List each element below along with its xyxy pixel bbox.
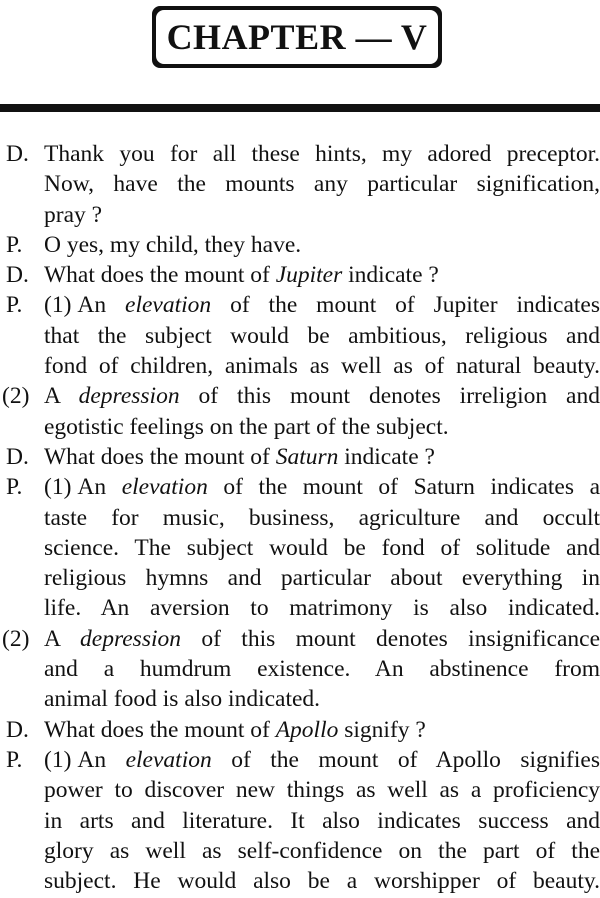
speaker-label: P. (6, 292, 23, 319)
text-segment: An (77, 746, 126, 773)
emphasis-term: depression (78, 383, 180, 410)
question-line (44, 715, 600, 745)
text-segment: What does the mount of (44, 262, 276, 289)
text-line: pray ? (44, 201, 103, 228)
emphasis-term: elevation (125, 292, 212, 319)
text-line (44, 381, 600, 411)
speaker-label: D. (6, 716, 29, 743)
text-segment: What does the mount of (44, 443, 276, 470)
text-segment: A (44, 383, 79, 410)
emphasis-term: depression (80, 625, 182, 652)
dialogue-entry-disciple (0, 715, 600, 745)
text-line: taste for music, business, agriculture and occult (44, 504, 600, 531)
mount-name: Saturn (275, 443, 339, 470)
text-segment: of the mount of Jupiter indicates (211, 292, 600, 319)
text-line: religious hymns and particular about everything in (44, 565, 600, 592)
speaker-label: P. (6, 474, 23, 501)
text-segment: An (77, 292, 126, 319)
speaker-label: P. (6, 231, 23, 258)
dialogue-entry-preceptor (0, 290, 600, 381)
text-line: and a humdrum existence. An abstinence from (44, 656, 600, 683)
dialogue-body (0, 139, 600, 896)
emphasis-term: elevation (121, 474, 208, 501)
item-number: (1) (44, 474, 72, 501)
text-segment: An (77, 474, 122, 501)
speaker-label: P. (6, 746, 23, 773)
text-line: science. The subject would be fond of solitude and (44, 534, 600, 561)
text-line: Now, have the mounts any particular signification, (44, 171, 600, 198)
text-line (44, 745, 600, 775)
item-number: (1) (44, 746, 72, 773)
item-number: (2) (2, 625, 30, 652)
dialogue-entry-preceptor (0, 472, 600, 623)
text-line: power to discover new things as well as a proficiency (44, 777, 600, 804)
item-number: (1) (44, 292, 72, 319)
dialogue-entry-disciple (0, 442, 600, 472)
text-line: egotistic feelings on the part of the subject. (44, 413, 449, 440)
emphasis-term: elevation (125, 746, 212, 773)
chapter-title: CHAPTER — V (166, 17, 428, 57)
dialogue-entry-preceptor (0, 745, 600, 896)
speaker-label: D. (6, 262, 29, 289)
dialogue-entry-disciple (0, 260, 600, 290)
dialogue-entry-preceptor (0, 230, 600, 260)
text-segment: of the mount of Saturn indicates a (207, 474, 600, 501)
speaker-label: D. (6, 141, 29, 167)
text-line: Thank you for all these hints, my adored preceptor. (44, 141, 600, 167)
chapter-heading-box (152, 6, 442, 68)
dialogue-entry-disciple (0, 139, 600, 230)
mount-name: Jupiter (275, 262, 343, 289)
numbered-point (0, 624, 600, 715)
text-line: animal food is also indicated. (44, 686, 321, 713)
text-segment: of this mount denotes irreligion and (179, 383, 600, 410)
text-line (44, 472, 600, 502)
mount-name: Apollo (275, 716, 339, 743)
text-segment: A (44, 625, 81, 652)
text-segment: of this mount denotes insignificance (181, 625, 600, 652)
text-line: fond of children, animals as well as of natural beauty. (44, 353, 600, 380)
text-line (44, 624, 600, 654)
text-line: in arts and literature. It also indicates success and (44, 807, 600, 834)
text-segment: of the mount of Apollo signifies (211, 746, 600, 773)
question-line (44, 442, 600, 472)
text-line: that the subject would be ambitious, religious and (44, 322, 600, 349)
text-line: life. An aversion to matrimony is also indicated. (44, 595, 600, 622)
item-number: (2) (2, 383, 30, 410)
text-segment: signify ? (338, 716, 426, 743)
text-line: O yes, my child, they have. (44, 231, 302, 258)
text-segment: What does the mount of (44, 716, 276, 743)
text-line (44, 290, 600, 320)
text-line: glory as well as self-confidence on the part of the (44, 837, 600, 864)
numbered-point (0, 381, 600, 442)
horizontal-rule (0, 104, 600, 112)
question-line (44, 260, 600, 290)
text-line: subject. He would also be a worshipper of beauty. (44, 868, 600, 895)
text-segment: indicate ? (338, 443, 435, 470)
text-segment: indicate ? (342, 262, 439, 289)
speaker-label: D. (6, 443, 29, 470)
